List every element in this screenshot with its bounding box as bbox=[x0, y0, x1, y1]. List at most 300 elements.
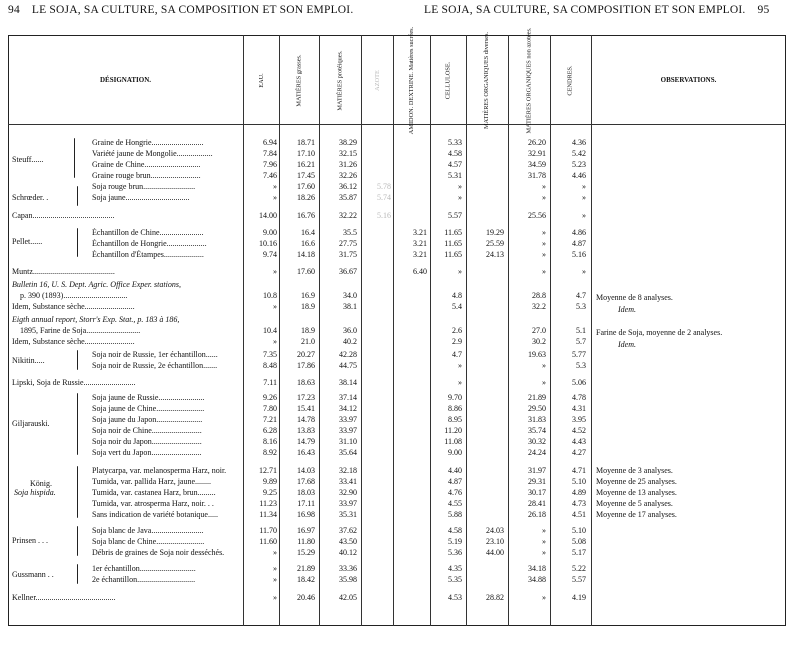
cell-mg: 17.68 bbox=[297, 477, 315, 486]
cell-cn: 4.46 bbox=[572, 171, 586, 180]
cell-cn: 4.36 bbox=[572, 138, 586, 147]
cell-mg: 16.43 bbox=[297, 448, 315, 457]
cell-mp: 42.28 bbox=[339, 350, 357, 359]
row-designation: Soja jaune du Japon....................... bbox=[92, 415, 203, 424]
row-designation: Lipski, Soja de Russie.......................... bbox=[12, 378, 136, 387]
row-designation: Platycarpa, var. melanosperma Harz, noir. bbox=[92, 466, 227, 475]
cell-mo: 21.89 bbox=[528, 393, 546, 402]
row-designation: Soja blanc de Chine........................ bbox=[92, 537, 205, 546]
cell-mg: 17.60 bbox=[297, 182, 315, 191]
row-designation: Graine rouge brun......................... bbox=[92, 171, 201, 180]
cell-eau: » bbox=[273, 302, 277, 311]
table-row bbox=[8, 315, 786, 325]
cell-mo: » bbox=[542, 193, 546, 202]
row-designation: 1895, Farine de Soja........................... bbox=[20, 326, 141, 335]
observation-text: Moyenne de 17 analyses. bbox=[596, 510, 677, 519]
table-row bbox=[8, 182, 786, 192]
group-nikitin: Nikitin..... bbox=[12, 356, 45, 365]
cell-mo: » bbox=[542, 378, 546, 387]
cell-mp: 44.75 bbox=[339, 361, 357, 370]
cell-mo: 30.32 bbox=[528, 437, 546, 446]
cell-mg: 13.83 bbox=[297, 426, 315, 435]
cell-mp: 32.90 bbox=[339, 488, 357, 497]
header-rule bbox=[8, 124, 786, 125]
cell-ce: 5.57 bbox=[448, 211, 462, 220]
table-row bbox=[8, 239, 786, 249]
table-row bbox=[8, 537, 786, 547]
cell-mg: 16.21 bbox=[297, 160, 315, 169]
table-row bbox=[8, 160, 786, 170]
cell-eau: 10.4 bbox=[263, 326, 277, 335]
table-row bbox=[8, 149, 786, 159]
observation-text: Moyenne de 25 analyses. bbox=[596, 477, 677, 486]
table-row bbox=[8, 337, 786, 347]
row-designation: 1er échantillon............................ bbox=[92, 564, 196, 573]
cell-mo: 19.63 bbox=[528, 350, 546, 359]
row-designation: Idem, Substance sèche......................... bbox=[12, 302, 135, 311]
cell-eau: » bbox=[273, 564, 277, 573]
row-designation: Graine de Chine............................ bbox=[92, 160, 201, 169]
cell-cn: 3.95 bbox=[572, 415, 586, 424]
cell-mo: 29.50 bbox=[528, 404, 546, 413]
cell-mp: 35.5 bbox=[343, 228, 357, 237]
cell-ce: 4.57 bbox=[448, 160, 462, 169]
cell-mg: 16.97 bbox=[297, 526, 315, 535]
cell-mg: 15.41 bbox=[297, 404, 315, 413]
row-designation: Variété jaune de Mongolie.................. bbox=[92, 149, 213, 158]
cell-mp: 34.0 bbox=[343, 291, 357, 300]
row-designation: Soja jaune de Russie....................... bbox=[92, 393, 205, 402]
observation-text: Idem. bbox=[618, 305, 636, 314]
row-designation: Échantillon d'Étampes.................... bbox=[92, 250, 204, 259]
cell-eau: 8.92 bbox=[263, 448, 277, 457]
table-row bbox=[8, 404, 786, 414]
table-row bbox=[8, 171, 786, 181]
cell-mo: » bbox=[542, 537, 546, 546]
table-row bbox=[8, 228, 786, 238]
cell-eau: 9.89 bbox=[263, 477, 277, 486]
table-row bbox=[8, 350, 786, 360]
cell-cn: 5.10 bbox=[572, 477, 586, 486]
cell-cn: 4.89 bbox=[572, 488, 586, 497]
cell-cn: 4.86 bbox=[572, 228, 586, 237]
cell-mg: 21.89 bbox=[297, 564, 315, 573]
cell-cn: 4.31 bbox=[572, 404, 586, 413]
cell-ce: 11.65 bbox=[444, 250, 462, 259]
table-row bbox=[8, 193, 786, 203]
cell-ce: 4.53 bbox=[448, 593, 462, 602]
cell-am: 3.21 bbox=[413, 250, 427, 259]
row-designation: Échantillon de Hongrie.................... bbox=[92, 239, 207, 248]
cell-mo: 28.41 bbox=[528, 499, 546, 508]
cell-eau: 11.60 bbox=[259, 537, 277, 546]
cell-am: 3.21 bbox=[413, 239, 427, 248]
cell-ce: 5.31 bbox=[448, 171, 462, 180]
cell-cn: 5.08 bbox=[572, 537, 586, 546]
cell-cn: 5.22 bbox=[572, 564, 586, 573]
cell-eau: 7.84 bbox=[263, 149, 277, 158]
row-designation: Idem, Substance sèche......................... bbox=[12, 337, 135, 346]
row-designation: Tumida, var. pallida Harz, jaune........ bbox=[92, 477, 212, 486]
cell-mo: » bbox=[542, 593, 546, 602]
cell-ce: 4.8 bbox=[452, 291, 462, 300]
cell-mo: 27.0 bbox=[532, 326, 546, 335]
cell-ce: 8.86 bbox=[448, 404, 462, 413]
cell-mo: 31.83 bbox=[528, 415, 546, 424]
cell-mo: 34.59 bbox=[528, 160, 546, 169]
cell-eau: » bbox=[273, 548, 277, 557]
cell-mp: 33.97 bbox=[339, 426, 357, 435]
cell-cn: 5.3 bbox=[576, 302, 586, 311]
cell-cn: » bbox=[582, 267, 586, 276]
row-designation: Soja noir de Russie, 1er échantillon...... bbox=[92, 350, 218, 359]
observation-text: Idem. bbox=[618, 340, 636, 349]
row-designation: Tumida, var. castanea Harz, brun......... bbox=[92, 488, 216, 497]
cell-mp: 32.22 bbox=[339, 211, 357, 220]
cell-cn: 4.87 bbox=[572, 239, 586, 248]
cell-mod: 19.29 bbox=[486, 228, 504, 237]
cell-cn: 5.77 bbox=[572, 350, 586, 359]
cell-ce: 5.36 bbox=[448, 548, 462, 557]
cell-mp: 40.12 bbox=[339, 548, 357, 557]
cell-ce: 5.35 bbox=[448, 575, 462, 584]
cell-mg: 16.4 bbox=[301, 228, 315, 237]
cell-mod: 24.13 bbox=[486, 250, 504, 259]
table-row bbox=[8, 466, 786, 476]
cell-mp: 32.15 bbox=[339, 149, 357, 158]
cell-mp: 38.14 bbox=[339, 378, 357, 387]
table-row bbox=[8, 575, 786, 585]
row-designation: Tumida, var. atrosperma Harz, noir. . . bbox=[92, 499, 214, 508]
cell-mg: 16.76 bbox=[297, 211, 315, 220]
cell-mg: 17.60 bbox=[297, 267, 315, 276]
table-row bbox=[8, 488, 786, 498]
cell-eau: 9.74 bbox=[263, 250, 277, 259]
cell-mg: 14.18 bbox=[297, 250, 315, 259]
cell-mg: 18.26 bbox=[297, 193, 315, 202]
cell-mp: 36.12 bbox=[339, 182, 357, 191]
cell-cn: 5.17 bbox=[572, 548, 586, 557]
cell-eau: 9.25 bbox=[263, 488, 277, 497]
cell-ce: » bbox=[458, 361, 462, 370]
cell-mo: 34.88 bbox=[528, 575, 546, 584]
cell-cn: 4.71 bbox=[572, 466, 586, 475]
cell-mg: 15.29 bbox=[297, 548, 315, 557]
colhead-matieres-grasses: MATIÈRES grasses. bbox=[295, 54, 303, 107]
cell-mo: 31.78 bbox=[528, 171, 546, 180]
cell-mg: 16.9 bbox=[301, 291, 315, 300]
cell-mg: 17.11 bbox=[297, 499, 315, 508]
cell-mo: 24.24 bbox=[528, 448, 546, 457]
cell-mg: 17.23 bbox=[297, 393, 315, 402]
cell-mo: 26.20 bbox=[528, 138, 546, 147]
cell-mp: 35.64 bbox=[339, 448, 357, 457]
cell-ce: 4.76 bbox=[448, 488, 462, 497]
row-designation: Soja jaune................................ bbox=[92, 193, 190, 202]
cell-eau: 7.35 bbox=[263, 350, 277, 359]
right-page-header bbox=[424, 4, 769, 16]
cell-mo: 25.56 bbox=[528, 211, 546, 220]
group-konig: König. bbox=[30, 479, 52, 488]
cell-mg: 18.71 bbox=[297, 138, 315, 147]
cell-mod: 28.82 bbox=[486, 593, 504, 602]
cell-eau: 10.8 bbox=[263, 291, 277, 300]
cell-eau: 12.71 bbox=[259, 466, 277, 475]
cell-cn: 5.10 bbox=[572, 526, 586, 535]
row-designation: Soja rouge brun.......................... bbox=[92, 182, 196, 191]
table-row bbox=[8, 138, 786, 148]
colhead-designation: DÉSIGNATION. bbox=[99, 76, 152, 84]
cell-mp: 33.36 bbox=[339, 564, 357, 573]
cell-eau: 8.16 bbox=[263, 437, 277, 446]
cell-ce: 8.95 bbox=[448, 415, 462, 424]
cell-ce: 5.4 bbox=[452, 302, 462, 311]
cell-mg: 20.27 bbox=[297, 350, 315, 359]
cell-az: 5.78 bbox=[377, 182, 391, 191]
table-row bbox=[8, 393, 786, 403]
cell-cn: 5.23 bbox=[572, 160, 586, 169]
cell-mo: 30.17 bbox=[528, 488, 546, 497]
cell-ce: 5.88 bbox=[448, 510, 462, 519]
cell-ce: » bbox=[458, 267, 462, 276]
cell-eau: 9.26 bbox=[263, 393, 277, 402]
table-row bbox=[8, 564, 786, 574]
cell-ce: 4.58 bbox=[448, 149, 462, 158]
colhead-observations: OBSERVATIONS. bbox=[660, 76, 717, 84]
cell-ce: » bbox=[458, 378, 462, 387]
row-designation: Muntz......................................... bbox=[12, 267, 115, 276]
colhead-matieres-organiques-non-azotees: MATIÈRES ORGANIQUES non azotées. bbox=[525, 27, 533, 134]
observation-text: Moyenne de 3 analyses. bbox=[596, 466, 673, 475]
cell-mp: 38.29 bbox=[339, 138, 357, 147]
cell-cn: 4.73 bbox=[572, 499, 586, 508]
cell-mo: 31.97 bbox=[528, 466, 546, 475]
group-giljarauski: Giljarauski. bbox=[12, 419, 50, 428]
cell-ce: 9.00 bbox=[448, 448, 462, 457]
table-row bbox=[8, 499, 786, 509]
row-designation: Soja noir du Japon......................... bbox=[92, 437, 202, 446]
observation-text: Moyenne de 13 analyses. bbox=[596, 488, 677, 497]
group-gussmann: Gussmann . . bbox=[12, 570, 54, 579]
cell-cn: 5.42 bbox=[572, 149, 586, 158]
table-row bbox=[8, 361, 786, 371]
cell-mod: 44.00 bbox=[486, 548, 504, 557]
cell-ce: 5.19 bbox=[448, 537, 462, 546]
cell-mp: 35.87 bbox=[339, 193, 357, 202]
group-prinsen: Prinsen . . . bbox=[12, 536, 48, 545]
cell-mp: 36.0 bbox=[343, 326, 357, 335]
cell-eau: 7.46 bbox=[263, 171, 277, 180]
cell-ce: 11.65 bbox=[444, 239, 462, 248]
cell-ce: 4.40 bbox=[448, 466, 462, 475]
cell-mo: 34.18 bbox=[528, 564, 546, 573]
table-row bbox=[8, 267, 786, 277]
cell-eau: 8.48 bbox=[263, 361, 277, 370]
row-designation: Soja noir de Russie, 2e échantillon....... bbox=[92, 361, 218, 370]
cell-mp: 37.14 bbox=[339, 393, 357, 402]
cell-mo: » bbox=[542, 239, 546, 248]
cell-ce: 2.6 bbox=[452, 326, 462, 335]
cell-mg: 18.03 bbox=[297, 488, 315, 497]
cell-mp: 35.98 bbox=[339, 575, 357, 584]
row-designation: Bulletin 16, U. S. Dept. Agric. Office Exper. stations, bbox=[12, 280, 181, 289]
colhead-matieres-proteiques: MATIÈRES protéiques. bbox=[336, 50, 344, 111]
cell-eau: 11.70 bbox=[259, 526, 277, 535]
cell-eau: » bbox=[273, 193, 277, 202]
cell-mo: 32.2 bbox=[532, 302, 546, 311]
cell-eau: 11.23 bbox=[259, 499, 277, 508]
cell-mg: 21.0 bbox=[301, 337, 315, 346]
cell-eau: 6.94 bbox=[263, 138, 277, 147]
cell-mg: 16.98 bbox=[297, 510, 315, 519]
cell-ce: » bbox=[458, 182, 462, 191]
cell-ce: 4.55 bbox=[448, 499, 462, 508]
cell-mo: » bbox=[542, 548, 546, 557]
left-page-number: 94 bbox=[8, 4, 20, 16]
cell-eau: » bbox=[273, 182, 277, 191]
colhead-cendres: CENDRES. bbox=[566, 65, 574, 96]
cell-mg: 11.80 bbox=[297, 537, 315, 546]
cell-cn: 5.57 bbox=[572, 575, 586, 584]
cell-mg: 17.45 bbox=[297, 171, 315, 180]
row-designation: 2e échantillon............................. bbox=[92, 575, 196, 584]
cell-cn: 5.7 bbox=[576, 337, 586, 346]
cell-mod: 24.03 bbox=[486, 526, 504, 535]
cell-cn: 5.1 bbox=[576, 326, 586, 335]
cell-mp: 32.18 bbox=[339, 466, 357, 475]
table-row bbox=[8, 378, 786, 388]
cell-ce: 11.20 bbox=[444, 426, 462, 435]
cell-am: 6.40 bbox=[413, 267, 427, 276]
cell-mo: 29.31 bbox=[528, 477, 546, 486]
cell-cn: 4.78 bbox=[572, 393, 586, 402]
row-designation: Échantillon de Chine...................... bbox=[92, 228, 204, 237]
cell-ce: 4.87 bbox=[448, 477, 462, 486]
cell-ce: 11.08 bbox=[444, 437, 462, 446]
cell-mo: » bbox=[542, 267, 546, 276]
cell-eau: » bbox=[273, 267, 277, 276]
table-row bbox=[8, 437, 786, 447]
cell-eau: 10.16 bbox=[259, 239, 277, 248]
cell-eau: 7.11 bbox=[263, 378, 277, 387]
cell-mg: 18.9 bbox=[301, 326, 315, 335]
colhead-amidon: AMIDON. DEXTRINE. Matières sucrées. bbox=[408, 26, 415, 135]
cell-mp: 33.41 bbox=[339, 477, 357, 486]
cell-mp: 33.97 bbox=[339, 499, 357, 508]
group-soja-hispida: Soja hispida. bbox=[14, 488, 56, 497]
cell-eau: 7.96 bbox=[263, 160, 277, 169]
cell-cn: » bbox=[582, 211, 586, 220]
cell-eau: » bbox=[273, 593, 277, 602]
cell-mg: 17.86 bbox=[297, 361, 315, 370]
cell-mp: 31.26 bbox=[339, 160, 357, 169]
cell-az: 5.74 bbox=[377, 193, 391, 202]
cell-mo: 30.2 bbox=[532, 337, 546, 346]
cell-eau: 7.80 bbox=[263, 404, 277, 413]
observation-text: Moyenne de 8 analyses. bbox=[596, 293, 673, 302]
table-row bbox=[8, 426, 786, 436]
cell-mg: 18.63 bbox=[297, 378, 315, 387]
group-schroeder: Schrœder. . bbox=[12, 193, 49, 202]
cell-cn: 4.7 bbox=[576, 291, 586, 300]
cell-eau: 11.34 bbox=[259, 510, 277, 519]
table-row bbox=[8, 477, 786, 487]
cell-mo: 26.18 bbox=[528, 510, 546, 519]
cell-mo: » bbox=[542, 182, 546, 191]
group-pellet: Pellet...... bbox=[12, 237, 43, 246]
cell-mp: 33.97 bbox=[339, 415, 357, 424]
cell-eau: » bbox=[273, 337, 277, 346]
row-designation: Soja jaune de Chine........................ bbox=[92, 404, 205, 413]
table-row bbox=[8, 593, 786, 603]
cell-mo: 28.8 bbox=[532, 291, 546, 300]
cell-mg: 20.46 bbox=[297, 593, 315, 602]
right-page-number: 95 bbox=[757, 4, 770, 16]
cell-ce: 11.65 bbox=[444, 228, 462, 237]
cell-eau: 9.00 bbox=[263, 228, 277, 237]
group-steuff: Steuff...... bbox=[12, 155, 44, 164]
row-designation: Soja noir de Chine......................... bbox=[92, 426, 202, 435]
table-row bbox=[8, 526, 786, 536]
cell-mg: 14.79 bbox=[297, 437, 315, 446]
cell-cn: » bbox=[582, 193, 586, 202]
left-page-header bbox=[8, 4, 353, 16]
table-row bbox=[8, 211, 786, 221]
cell-mp: 32.26 bbox=[339, 171, 357, 180]
cell-cn: 5.06 bbox=[572, 378, 586, 387]
observation-text: Farine de Soja, moyenne de 2 analyses. bbox=[596, 328, 723, 337]
cell-mp: 31.10 bbox=[339, 437, 357, 446]
cell-cn: 4.43 bbox=[572, 437, 586, 446]
cell-mo: » bbox=[542, 250, 546, 259]
cell-cn: 4.27 bbox=[572, 448, 586, 457]
cell-mg: 18.9 bbox=[301, 302, 315, 311]
right-running-title: LE SOJA, SA CULTURE, SA COMPOSITION ET SON EMPLOI. bbox=[424, 4, 746, 16]
row-designation: Débris de graines de Soja noir desséchés. bbox=[92, 548, 225, 557]
cell-mg: 17.10 bbox=[297, 149, 315, 158]
cell-mp: 38.1 bbox=[343, 302, 357, 311]
colhead-matieres-organiques-diverses: MATIÈRES ORGANIQUES diverses. bbox=[483, 31, 491, 130]
cell-mp: 34.12 bbox=[339, 404, 357, 413]
cell-mp: 31.75 bbox=[339, 250, 357, 259]
cell-mp: 37.62 bbox=[339, 526, 357, 535]
table-row bbox=[8, 510, 786, 520]
cell-mg: 14.78 bbox=[297, 415, 315, 424]
row-designation: Kellner........................................ bbox=[12, 593, 116, 602]
table-row bbox=[8, 302, 786, 312]
cell-mp: 42.05 bbox=[339, 593, 357, 602]
cell-mp: 36.67 bbox=[339, 267, 357, 276]
table-row bbox=[8, 415, 786, 425]
cell-cn: 4.52 bbox=[572, 426, 586, 435]
cell-mod: 25.59 bbox=[486, 239, 504, 248]
cell-mo: 35.74 bbox=[528, 426, 546, 435]
left-running-title: LE SOJA, SA CULTURE, SA COMPOSITION ET SON EMPLOI. bbox=[31, 4, 354, 16]
cell-eau: 7.21 bbox=[263, 415, 277, 424]
cell-mo: » bbox=[542, 526, 546, 535]
cell-az: 5.16 bbox=[377, 211, 391, 220]
cell-mo: » bbox=[542, 361, 546, 370]
cell-ce: 2.9 bbox=[452, 337, 462, 346]
cell-ce: 4.35 bbox=[448, 564, 462, 573]
cell-mp: 43.50 bbox=[339, 537, 357, 546]
cell-cn: 4.51 bbox=[572, 510, 586, 519]
colhead-eau: EAU. bbox=[257, 73, 265, 88]
row-designation: Soja vert du Japon......................... bbox=[92, 448, 202, 457]
colhead-azote: AZOTE bbox=[373, 70, 381, 91]
cell-mo: » bbox=[542, 228, 546, 237]
cell-cn: » bbox=[582, 182, 586, 191]
